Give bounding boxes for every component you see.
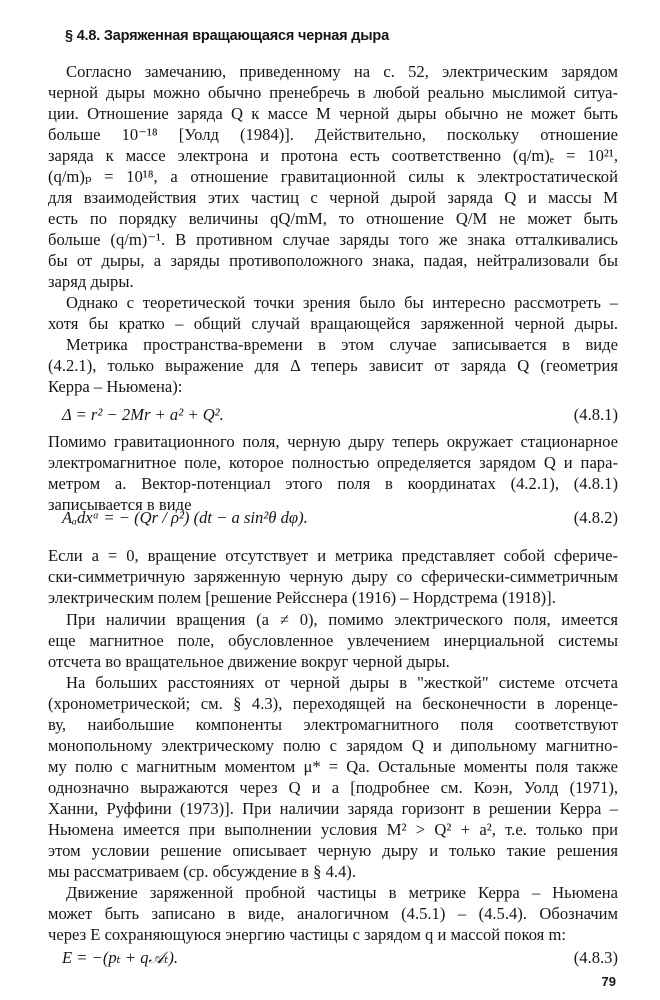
text-line: может быть записано в виде, аналогичном (4.5.1) – (4.5.4). Обозначим	[48, 904, 618, 923]
text-line: Согласно замечанию, приведенному на с. 52, электрическим зарядом	[66, 62, 618, 81]
text-line: электрическим полем [решение Рейсснера (1916) – Нордстрема (1918)].	[48, 588, 556, 607]
text-line: есть по порядку величины qQ/mM, то отношение Q/M не может быть	[48, 209, 618, 228]
text-line: Ханни, Руффини (1973)]. При наличии заряда горизонт в решении Керра –	[48, 799, 618, 818]
page-number: 79	[601, 974, 616, 989]
equation-number: (4.8.3)	[573, 948, 618, 967]
text-line: электромагнитное поле, которое полностью определяется зарядом Q и пара-	[48, 453, 618, 472]
equation-number: (4.8.2)	[573, 508, 618, 527]
text-line: бы от дыры, а заряды противоположного знака, падая, нейтрализовали бы	[48, 251, 618, 270]
text-line: Метрика пространства-времени в этом случае записывается в виде	[66, 335, 618, 354]
text-line: через E сохраняющуюся энергию частицы с зарядом q и массой покоя m:	[48, 925, 566, 944]
text-line: Однако с теоретической точки зрения было бы интересно рассмотреть –	[66, 293, 618, 312]
text-line: заряда к массе электрона и протона есть соответственно (q/m)ₑ = 10²¹,	[48, 146, 618, 165]
text-line: (q/m)ₚ = 10¹⁸, а отношение гравитационной силы к электростатической	[48, 167, 618, 186]
text-line: При наличии вращения (a ≠ 0), помимо электрического поля, имеется	[66, 610, 618, 629]
text-line: мы рассматриваем (ср. обсуждение в § 4.4).	[48, 862, 356, 881]
section-heading: § 4.8. Заряженная вращающаяся черная дыра	[65, 28, 389, 44]
text-line: На больших расстояниях от черной дыры в "жесткой" системе отсчета	[66, 673, 618, 692]
equation-number: (4.8.1)	[573, 405, 618, 424]
text-line: для взаимодействия этих частиц с черной дырой заряда Q и массы M	[48, 188, 618, 207]
text-line: этом условии решение описывает черную дыру и только такие решения	[48, 841, 618, 860]
text-line: (4.2.1), только выражение для Δ теперь зависит от заряда Q (геометрия	[48, 356, 618, 375]
text-line: монопольному электрическому полю с зарядом Q и дипольному магнитно-	[48, 736, 618, 755]
text-line: черной дыры можно обычно пренебречь в любой реально мыслимой ситуа-	[48, 83, 618, 102]
text-line: Ньюмена имеется при выполнении условия M² > Q² + a², т.е. только при	[48, 820, 618, 839]
text-line: хотя бы кратко – общий случай вращающейся заряженной черной дыры.	[48, 314, 618, 333]
text-line: больше (q/m)⁻¹. В противном случае заряды того же знака отталкивались	[48, 230, 618, 249]
text-line: метром a. Вектор-потенциал этого поля в координатах (4.2.1), (4.8.1)	[48, 474, 618, 493]
equation-4-8-1	[62, 405, 618, 425]
text-line: Движение заряженной пробной частицы в метрике Керра – Ньюмена	[66, 883, 618, 902]
text-line: ции. Отношение заряда Q к массе M черной дыры обычно не может быть	[48, 104, 618, 123]
equation-body: Δ = r² − 2Mr + a² + Q².	[62, 405, 224, 424]
equation-body: Aₐdxᵅ = − (Qr / ρ²) (dt − a sin²θ dφ).	[62, 508, 308, 527]
equation-body: E = −(pₜ + q𝒜ₜ).	[62, 948, 178, 967]
text-line: ву, наибольшие компоненты электромагнитного поля соответствуют	[48, 715, 618, 734]
text-line: заряд дыры.	[48, 272, 134, 291]
text-line: му полю с магнитным моментом μ* = Qa. Остальные моменты поля также	[48, 757, 618, 776]
text-line: (хронометрической; см. § 4.3), переходящей на бесконечности в лоренце-	[48, 694, 618, 713]
text-line: однозначно выражаются через Q и a [подробнее см. Коэн, Уолд (1971),	[48, 778, 618, 797]
text-line: ски-симметричную заряженную черную дыру со сферически-симметричным	[48, 567, 618, 586]
text-line: отсчета во вращательное движение вокруг черной дыры.	[48, 652, 450, 671]
text-line: больше 10⁻¹⁸ [Уолд (1984)]. Действительно, поскольку отношение	[48, 125, 618, 144]
text-line: Керра – Ньюмена):	[48, 377, 183, 396]
text-line: Помимо гравитационного поля, черную дыру теперь окружает стационарное	[48, 432, 618, 451]
text-line: записывается в виде	[48, 495, 192, 514]
equation-4-8-2	[62, 508, 618, 528]
text-line: еще магнитное поле, обусловленное увлечением инерциальной системы	[48, 631, 618, 650]
equation-4-8-3	[62, 948, 618, 968]
text-line: Если a = 0, вращение отсутствует и метрика представляет собой сфериче-	[48, 546, 618, 565]
